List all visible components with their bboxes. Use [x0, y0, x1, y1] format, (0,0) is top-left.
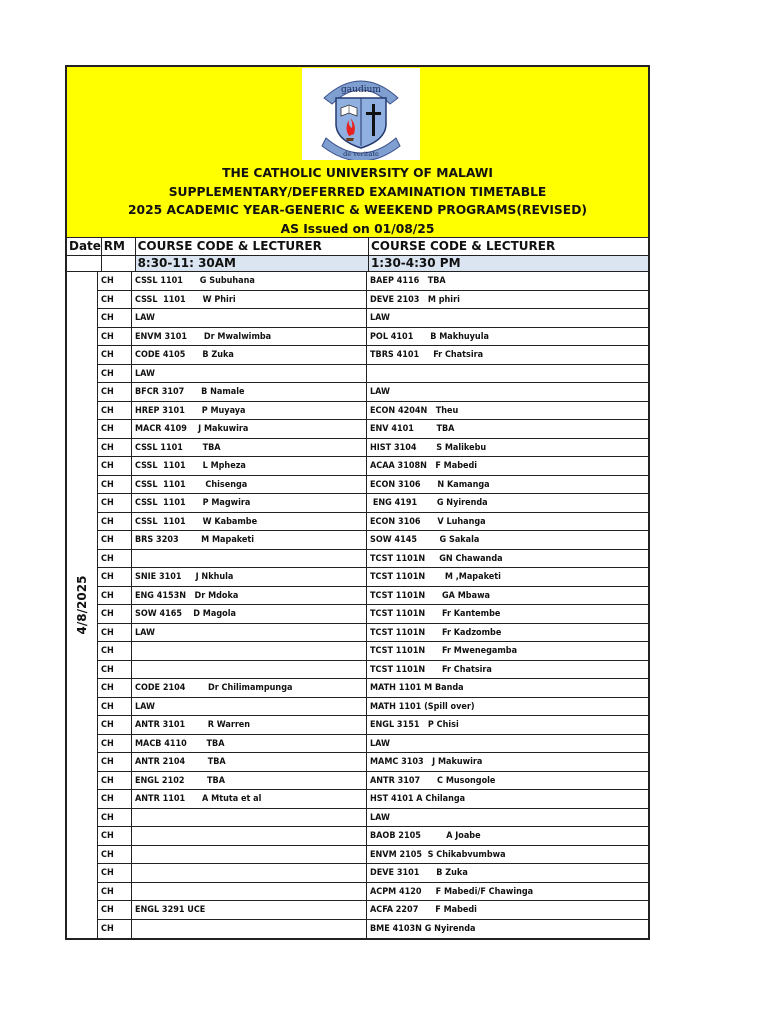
- am-course-cell: CSSL 1101 W Kabambe: [132, 513, 367, 531]
- col-header-am-course: COURSE CODE & LECTURER: [136, 238, 369, 255]
- am-course-cell: CSSL 1101 G Subuhana: [132, 272, 367, 290]
- pm-course-cell: [367, 365, 648, 383]
- room-cell: CH: [98, 624, 132, 642]
- pm-course-cell: ACFA 2207 F Mabedi: [370, 905, 477, 915]
- room-cell: CH: [98, 587, 132, 605]
- room-cell: CH: [98, 346, 132, 364]
- university-name: THE CATHOLIC UNIVERSITY OF MALAWI: [222, 166, 493, 180]
- am-course-cell: CSSL 1101 Chisenga: [132, 476, 367, 494]
- table-row: [98, 624, 648, 643]
- table-row: [98, 513, 648, 532]
- room-cell: CH: [98, 735, 132, 753]
- am-course-cell: BFCR 3107 B Namale: [132, 383, 367, 401]
- room-cell: CH: [98, 365, 132, 383]
- room-cell: CH: [98, 679, 132, 697]
- room-cell: CH: [98, 661, 132, 679]
- am-course-cell: MACR 4109 J Makuwira: [132, 420, 367, 438]
- pm-course-cell: HST 4101 A Chilanga: [370, 794, 466, 804]
- room-cell: CH: [98, 605, 132, 623]
- table-row: [98, 291, 648, 310]
- table-row: [98, 883, 648, 902]
- pm-course-cell: DEVE 3101 B Zuka: [370, 868, 468, 878]
- pm-course-cell: TCST 1101N Fr Chatsira: [370, 664, 492, 675]
- am-course-cell: LAW: [132, 624, 367, 642]
- room-cell: CH: [98, 772, 132, 790]
- session-rm-spacer: [102, 256, 136, 271]
- am-course-cell: LAW: [132, 365, 367, 383]
- pm-course-cell: ENV 4101 TBA: [370, 424, 455, 434]
- am-course-cell: [132, 661, 367, 679]
- am-course-cell: [132, 827, 367, 845]
- room-cell: CH: [98, 568, 132, 586]
- timetable-title: SUPPLEMENTARY/DEFERRED EXAMINATION TIMETABLE: [168, 184, 547, 199]
- academic-year-line: 2025 ACADEMIC YEAR-GENERIC & WEEKEND PROGRAMS(REVISED): [127, 203, 588, 217]
- table-row: [98, 587, 648, 606]
- am-course-cell: [132, 642, 367, 660]
- table-row: [98, 846, 648, 865]
- room-cell: CH: [98, 550, 132, 568]
- table-row: [98, 864, 648, 883]
- exam-date: 4/8/2025: [75, 575, 89, 635]
- pm-course-cell: POL 4101 B Makhuyula: [370, 331, 489, 342]
- date-column: [67, 272, 98, 938]
- table-row: [98, 328, 648, 347]
- am-course-cell: CSSL 1101 P Magwira: [132, 494, 367, 512]
- table-row: [98, 346, 648, 365]
- table-row: [98, 790, 648, 809]
- session-time-row: [67, 256, 648, 272]
- am-course-cell: ENG 4153N Dr Mdoka: [132, 587, 367, 605]
- room-cell: CH: [98, 420, 132, 438]
- pm-course-cell: ENGL 3151 P Chisi: [370, 720, 459, 730]
- pm-course-cell: ENVM 2105 S Chikabvumbwa: [370, 849, 506, 860]
- room-cell: CH: [98, 642, 132, 660]
- room-cell: CH: [98, 716, 132, 734]
- room-cell: CH: [98, 457, 132, 475]
- title-block: [67, 164, 648, 238]
- pm-course-cell: MATH 1101 (Spill over): [370, 701, 475, 712]
- am-course-cell: CSSL 1101 TBA: [132, 439, 367, 457]
- room-cell: CH: [98, 309, 132, 327]
- am-course-cell: ENGL 3291 UCE: [132, 901, 367, 919]
- pm-course-cell: TCST 1101N Fr Kantembe: [370, 609, 501, 619]
- am-course-cell: BRS 3203 M Mapaketi: [132, 531, 367, 549]
- am-course-cell: [132, 864, 367, 882]
- table-row: [98, 365, 648, 384]
- table-row: [98, 827, 648, 846]
- am-course-cell: ENVM 3101 Dr Mwalwimba: [132, 328, 367, 346]
- table-row: [98, 642, 648, 661]
- am-course-cell: LAW: [132, 309, 367, 327]
- room-cell: CH: [98, 328, 132, 346]
- pm-course-cell: TCST 1101N Fr Mwenegamba: [370, 646, 518, 656]
- room-cell: CH: [98, 494, 132, 512]
- pm-course-cell: TCST 1101N GN Chawanda: [370, 553, 503, 564]
- pm-course-cell: BME 4103N G Nyirenda: [370, 923, 476, 934]
- room-cell: CH: [98, 531, 132, 549]
- pm-course-cell: MAMC 3103 J Makuwira: [370, 757, 483, 767]
- session-am-time: 8:30-11: 30AM: [136, 256, 369, 271]
- table-row: [98, 309, 648, 328]
- table-row: [98, 476, 648, 495]
- logo-motto-top: gaudium: [341, 85, 381, 95]
- col-header-date: Date: [69, 239, 101, 253]
- pm-course-cell: ECON 3106 V Luhanga: [370, 516, 486, 527]
- table-row: [98, 605, 648, 624]
- am-course-cell: [132, 809, 367, 827]
- table-row: [98, 383, 648, 402]
- crest-icon: [302, 68, 420, 160]
- room-cell: CH: [98, 864, 132, 882]
- pm-course-cell: DEVE 2103 M phiri: [370, 294, 460, 305]
- room-cell: CH: [98, 291, 132, 309]
- session-date-spacer: [67, 256, 102, 271]
- room-cell: CH: [98, 272, 132, 290]
- pm-course-cell: ECON 3106 N Kamanga: [370, 479, 490, 490]
- pm-course-cell: MATH 1101 M Banda: [370, 683, 464, 693]
- room-cell: CH: [98, 439, 132, 457]
- table-row: [98, 698, 648, 717]
- university-logo: [302, 68, 420, 160]
- pm-course-cell: HIST 3104 S Malikebu: [370, 442, 487, 453]
- table-row: [98, 716, 648, 735]
- table-row: [98, 494, 648, 513]
- am-course-cell: SOW 4165 D Magola: [132, 605, 367, 623]
- table-row: [98, 753, 648, 772]
- room-cell: CH: [98, 883, 132, 901]
- logo-motto-bottom: de veritate: [343, 150, 379, 158]
- am-course-cell: [132, 846, 367, 864]
- room-cell: CH: [98, 827, 132, 845]
- pm-course-cell: ACAA 3108N F Mabedi: [370, 461, 478, 471]
- pm-course-cell: LAW: [370, 313, 390, 323]
- pm-course-cell: ACPM 4120 F Mabedi/F Chawinga: [370, 886, 534, 897]
- table-row: [98, 809, 648, 828]
- pm-course-cell: BAOB 2105 A Joabe: [370, 831, 481, 841]
- am-course-cell: [132, 920, 367, 939]
- timetable-sheet: [65, 65, 650, 940]
- am-course-cell: CSSL 1101 L Mpheza: [132, 457, 367, 475]
- pm-course-cell: ECON 4204N Theu: [370, 405, 459, 416]
- pm-course-cell: BAEP 4116 TBA: [370, 276, 446, 286]
- room-cell: CH: [98, 846, 132, 864]
- room-cell: CH: [98, 383, 132, 401]
- table-row: [98, 439, 648, 458]
- col-header-rm: RM: [102, 238, 136, 255]
- header-band: [67, 67, 648, 238]
- pm-course-cell: TBRS 4101 Fr Chatsira: [370, 350, 484, 360]
- am-course-cell: ANTR 2104 TBA: [132, 753, 367, 771]
- pm-course-cell: LAW: [370, 812, 390, 823]
- am-course-cell: [132, 550, 367, 568]
- room-cell: CH: [98, 698, 132, 716]
- table-row: [98, 772, 648, 791]
- am-course-cell: CSSL 1101 W Phiri: [132, 291, 367, 309]
- issued-date-line: AS Issued on 01/08/25: [280, 221, 435, 236]
- am-course-cell: SNIE 3101 J Nkhula: [132, 568, 367, 586]
- timetable-rows: [98, 272, 648, 938]
- col-header-pm-course: COURSE CODE & LECTURER: [370, 239, 556, 253]
- am-course-cell: CODE 4105 B Zuka: [132, 346, 367, 364]
- table-row: [98, 920, 648, 939]
- pm-course-cell: LAW: [370, 387, 390, 397]
- table-row: [98, 679, 648, 698]
- room-cell: CH: [98, 513, 132, 531]
- pm-course-cell: SOW 4145 G Sakala: [370, 535, 480, 545]
- room-cell: CH: [98, 790, 132, 808]
- am-course-cell: [132, 883, 367, 901]
- table-row: [98, 531, 648, 550]
- room-cell: CH: [98, 402, 132, 420]
- table-row: [98, 661, 648, 680]
- table-row: [98, 272, 648, 291]
- table-row: [98, 735, 648, 754]
- am-course-cell: ANTR 3101 R Warren: [132, 716, 367, 734]
- pm-course-cell: TCST 1101N Fr Kadzombe: [370, 627, 502, 638]
- column-header-row: [67, 238, 648, 256]
- table-row: [98, 420, 648, 439]
- am-course-cell: MACB 4110 TBA: [132, 735, 367, 753]
- table-row: [98, 402, 648, 421]
- table-row: [98, 901, 648, 920]
- am-course-cell: ANTR 1101 A Mtuta et al: [132, 790, 367, 808]
- pm-course-cell: ANTR 3107 C Musongole: [370, 775, 496, 786]
- pm-course-cell: LAW: [370, 738, 390, 749]
- pm-course-cell: ENG 4191 G Nyirenda: [370, 498, 488, 508]
- room-cell: CH: [98, 920, 132, 939]
- room-cell: CH: [98, 753, 132, 771]
- room-cell: CH: [98, 901, 132, 919]
- table-row: [98, 550, 648, 569]
- pm-course-cell: TCST 1101N GA Mbawa: [370, 590, 491, 601]
- am-course-cell: ENGL 2102 TBA: [132, 772, 367, 790]
- timetable-body: [67, 272, 648, 938]
- table-row: [98, 457, 648, 476]
- room-cell: CH: [98, 809, 132, 827]
- am-course-cell: CODE 2104 Dr Chilimampunga: [132, 679, 367, 697]
- am-course-cell: LAW: [132, 698, 367, 716]
- pm-course-cell: TCST 1101N M ,Mapaketi: [370, 572, 501, 582]
- session-pm-time: 1:30-4:30 PM: [369, 256, 648, 271]
- table-row: [98, 568, 648, 587]
- am-course-cell: HREP 3101 P Muyaya: [132, 402, 367, 420]
- room-cell: CH: [98, 476, 132, 494]
